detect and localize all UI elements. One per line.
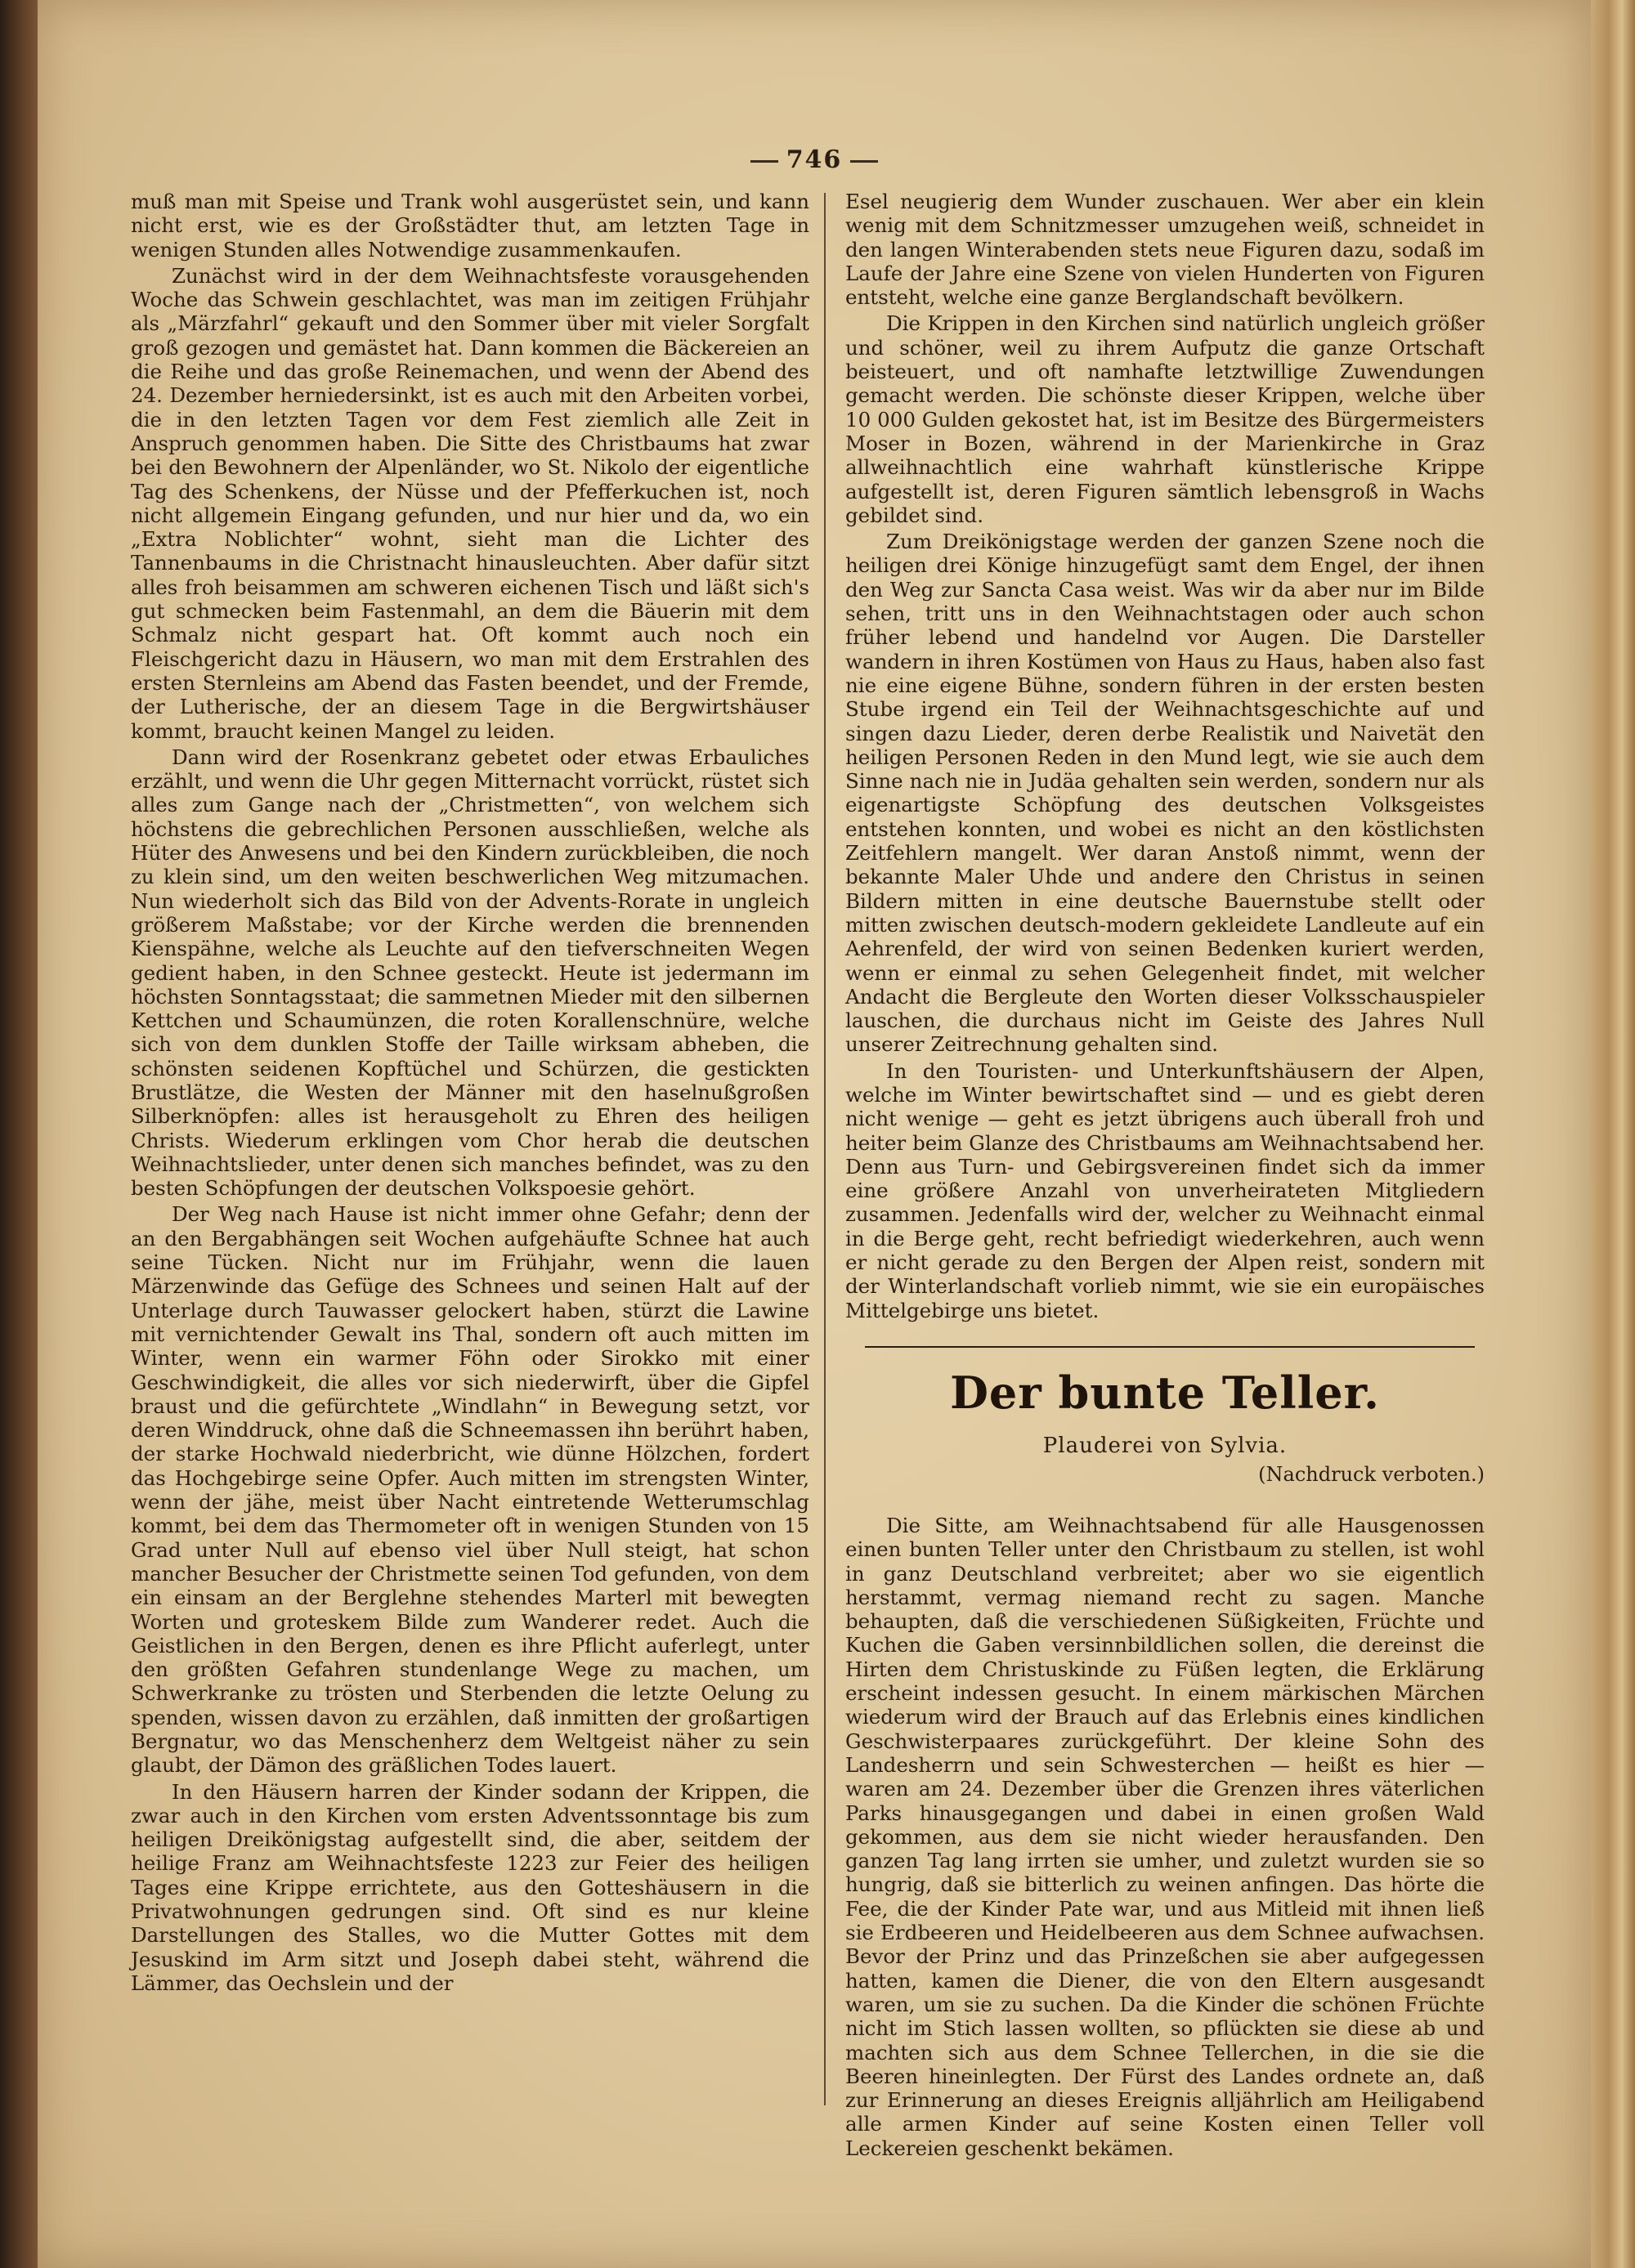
article-header (845, 1367, 1485, 1486)
page-number-dash-right (850, 160, 878, 163)
book-spine (0, 0, 38, 2268)
article-note: (Nachdruck verboten.) (1258, 1463, 1485, 1486)
page-number-text: 746 (786, 145, 843, 174)
right-column (845, 190, 1485, 1325)
right-paragraph: In den Touristen- und Unterkunftshäusern der Alpen, welche im Winter bewirtschaftet sind — und es giebt deren nicht wenige — geht es jetzt übrigens auch überall froh und heiter beim Glanze des Christbaums am Weihnachtsabend her. Denn aus Turn- und Gebirgsvereinen findet sich da immer eine größere Anzahl von unverheirateten Mitgliedern zusammen. Jedenfalls wird der, welcher zu Weihnacht einmal in die Berge geht, recht befriedigt wiederkehren, auch wenn er nicht gerade zu den Bergen der Alpen reist, sondern mit der Winterlandschaft vorlieb nimmt, wie sie ein europäisches Mittelgebirge uns bietet. (845, 1058, 1485, 1322)
left-column (131, 190, 809, 1997)
document-page (38, 0, 1591, 2268)
right-paragraph: Zum Dreikönigstage werden der ganzen Szene noch die heiligen drei Könige hinzugefügt samt dem Engel, der ihnen den Weg zur Sancta Casa weist. Was wir da aber nur im Bilde sehen, tritt uns in den Weihnachtstagen oder auch schon früher lebend und handelnd vor Augen. Die Darsteller wandern in ihren Kostümen von Haus zu Haus, haben also fast nie eine eigene Bühne, sondern führen in der ersten besten Stube irgend ein Teil der Weihnachtsgeschichte auf und singen dazu Lieder, deren derbe Realistik und Naivetät den heiligen Personen Reden in den Mund legt, wie sie auch dem Sinne nach nie in Judäa gehalten sein werden, sondern nur als eigenartigste Schöpfung des deutschen Volksgeistes entstehen konnten, und wobei es nicht an den köstlichsten Zeitfehlern mangelt. Wer daran Anstoß nimmt, wenn der bekannte Maler Uhde und andere den Christus in seinen Bildern mitten in eine deutsche Bauernstube stellt oder mitten zwischen deutsch-modern gekleidete Landleute auf ein Aehrenfeld, der wird von seinen Bedenken kuriert werden, wenn er einmal zu sehen Gelegenheit findet, mit welcher Andacht die Bergleute den Worten dieser Volksschauspieler lauschen, die durchaus nicht im Geiste des Jahres Null unserer Zeitrechnung gehalten sind. (845, 530, 1485, 1057)
page-edge (1591, 0, 1635, 2268)
right-paragraph: Die Krippen in den Kirchen sind natürlich ungleich größer und schöner, weil zu ihrem Aufputz die ganze Ortschaft beisteuert, und oft namhafte letztwillige Zuwendungen gemacht werden. Die schönste dieser Krippen, welche über 10 000 Gulden gekostet hat, ist im Besitze des Bürgermeisters Moser in Bozen, während in der Marienkirche in Graz allweihnachtlich eine wahrhaft künstlerische Krippe aufgestellt ist, deren Figuren sämtlich lebensgroß in Wachs gebildet sind. (845, 311, 1485, 527)
left-paragraph: In den Häusern harren der Kinder sodann der Krippen, die zwar auch in den Kirchen vom ersten Adventssonntage bis zum heiligen Dreikönigstag aufgestellt sind, die aber, seitdem der heilige Franz am Weihnachtsfeste 1223 zur Feier des heiligen Tages eine Krippe errichtete, aus den Gotteshäusern in die Privatwohnungen gedrungen sind. Oft sind es nur kleine Darstellungen des Stalles, wo die Mutter Gottes mit dem Jesuskind im Arm sitzt und Joseph dabei steht, während die Lämmer, das Oechslein und der (131, 1779, 809, 1995)
left-paragraph: muß man mit Speise und Trank wohl ausgerüstet sein, und kann nicht erst, wie es der Großstädter thut, am letzten Tage in wenigen Stunden alles Notwendige zusammenkaufen. (131, 190, 809, 262)
page-number (38, 145, 1591, 174)
left-paragraph: Der Weg nach Hause ist nicht immer ohne Gefahr; denn der an den Bergabhängen seit Wochen aufgehäufte Schnee hat auch seine Tücken. Nicht nur im Frühjahr, wenn die lauen Märzenwinde das Gefüge des Schnees und seinen Halt auf der Unterlage durch Tauwasser gelockert haben, stürzt die Lawine mit vernichtender Gewalt ins Thal, sondern oft auch mitten im Winter, wenn ein warmer Föhn oder Sirokko mit einer Geschwindigkeit, die alles vor sich niederwirft, über die Gipfel braust und die gefürchtete „Windlahn“ in Bewegung setzt, vor deren Winddruck, ohne daß die Schneemassen ihn berührt haben, der starke Hochwald niederbricht, wie dünne Hölzchen, fordert das Hochgebirge seine Opfer. Auch mitten im strengsten Winter, wenn der jähe, meist über Nacht eintretende Wetterumschlag kommt, bei dem das Thermometer oft in wenigen Stunden von 15 Grad unter Null auf ebenso viel über Null steigt, hat schon mancher Besucher der Christmette seinen Tod gefunden, von dem ein einsam an der Berglehne stehendes Marterl mit bewegten Worten und groteskem Bilde zum Wanderer redet. Auch die Geistlichen in den Bergen, denen es ihre Pflicht auferlegt, unter den größten Gefahren stundenlange Wege zu machen, um Schwerkranke zu trösten und Sterbenden die letzte Oelung zu spenden, wissen davon zu erzählen, daß inmitten der großartigen Bergnatur, wo das Menschenherz dem Weltgeist näher zu sein glaubt, der Dämon des gräßlichen Todes lauert. (131, 1202, 809, 1778)
article-body (845, 1514, 1485, 2163)
article-paragraph: Die Sitte, am Weihnachtsabend für alle Hausgenossen einen bunten Teller unter den Christbaum zu stellen, ist wohl in ganz Deutschland verbreitet; aber wo sie eigentlich herstammt, vermag niemand recht zu sagen. Manche behaupten, daß die verschiedenen Süßigkeiten, Früchte und Kuchen die Gaben versinnbildlichen sollen, die dereinst die Hirten dem Christuskinde zu Füßen legten, die Erklärung erscheint indessen gesucht. In einem märkischen Märchen wiederum wird der Brauch auf das Erlebnis eines kindlichen Geschwisterpaares zurückgeführt. Der kleine Sohn des Landesherrn und sein Schwesterchen — heißt es hier — waren am 24. Dezember über die Grenzen ihres väterlichen Parks hinausgegangen und dabei in einen großen Wald gekommen, aus dem sie nicht wieder herausfanden. Den ganzen Tag lang irrten sie umher, und zuletzt wurden sie so hungrig, daß sie bitterlich zu weinen anfingen. Das hörte die Fee, die der Kinder Pate war, und aus Mitleid mit ihnen ließ sie Erdbeeren und Heidelbeeren aus dem Schnee aufwachsen. Bevor der Prinz und das Prinzeßchen sie aber aufgegessen hatten, kamen die Diener, die von den Eltern ausgesandt waren, um sie zu suchen. Da die Kinder die schönen Früchte nicht im Stich lassen wollten, so pflückten sie diese ab und machten sich aus dem Schnee Tellerchen, in die sie die Beeren hineinlegten. Der Fürst des Landes ordnete an, daß zur Erinnerung an dieses Ereignis alljährlich am Heiligabend alle armen Kinder auf seine Kosten einen Teller voll Leckereien geschenkt bekämen. (845, 1514, 1485, 2160)
column-divider (824, 193, 826, 2105)
article-title: Der bunte Teller. (950, 1367, 1380, 1419)
article-subtitle: Plauderei von Sylvia. (1042, 1434, 1288, 1458)
right-paragraph: Esel neugierig dem Wunder zuschauen. Wer aber ein klein wenig mit dem Schnitzmesser umzugehen weiß, schneidet in den langen Winterabenden stets neue Figuren dazu, sodaß im Laufe der Jahre eine Szene von vielen Hunderten von Figuren entsteht, welche eine ganze Berglandschaft bevölkern. (845, 190, 1485, 310)
left-paragraph: Zunächst wird in der dem Weihnachtsfeste vorausgehenden Woche das Schwein geschlachtet, was man im zeitigen Frühjahr als „Märzfahrl“ gekauft und den Sommer über mit vieler Sorgfalt groß gezogen und gemästet hat. Dann kommen die Bäckereien an die Reihe und das große Reinemachen, und wenn der Abend des 24. Dezember herniedersinkt, ist es auch mit den Arbeiten vorbei, die in den letzten Tagen vor dem Fest ziemlich alle Zeit in Anspruch genommen haben. Die Sitte des Christbaums hat zwar bei den Bewohnern der Alpenländer, wo St. Nikolo der eigentliche Tag des Schenkens, der Nüsse und der Pfefferkuchen ist, noch nicht allgemein Eingang gefunden, und nur hier und da, wo ein „Extra Noblichter“ wohnt, sieht man die Lichter des Tannenbaums in die Christnacht hinausleuchten. Aber dafür sitzt alles froh beisammen am schweren eichenen Tisch und läßt sich's gut schmecken beim Fastenmahl, an dem die Bäuerin mit dem Schmalz nicht gespart hat. Oft kommt auch noch ein Fleischgericht dazu in Häusern, wo man mit dem Erstrahlen des ersten Sternleins am Abend das Fasten beendet, und der Fremde, der Lutherische, der an diesem Tage in die Bergwirtshäuser kommt, braucht keinen Mangel zu leiden. (131, 263, 809, 743)
article-separator (865, 1346, 1475, 1348)
left-paragraph: Dann wird der Rosenkranz gebetet oder etwas Erbauliches erzählt, und wenn die Uhr gegen Mitternacht vorrückt, rüstet sich alles zum Gange nach der „Christmetten“, von welchem sich höchstens die gebrechlichen Personen ausschließen, welche als Hüter des Anwesens und bei den Kindern zurückbleiben, die noch zu klein sind, um den weiten beschwerlichen Weg mitzumachen. Nun wiederholt sich das Bild von der Advents-Rorate in ungleich größerem Maßstabe; vor der Kirche werden die brennenden Kienspähne, welche als Leuchte auf den tiefverschneiten Wegen gedient haben, in den Schnee gesteckt. Heute ist jedermann im höchsten Sonntagsstaat; die sammetnen Mieder mit den silbernen Kettchen und Schaumünzen, die roten Korallenschnüre, welche sich von dem dunklen Stoffe der Taille wirksam abheben, die schönsten seidenen Kopftüchel und Schürzen, die gestickten Brustlätze, die Westen der Männer mit den haselnußgroßen Silberknöpfen: alles ist herausgeholt zu Ehren des heiligen Christs. Wiederum erklingen vom Chor herab die deutschen Weihnachtslieder, unter denen sich manches befindet, was zu den besten Schöpfungen der deutschen Volkspoesie gehört. (131, 745, 809, 1201)
page-number-dash-left (750, 160, 778, 163)
